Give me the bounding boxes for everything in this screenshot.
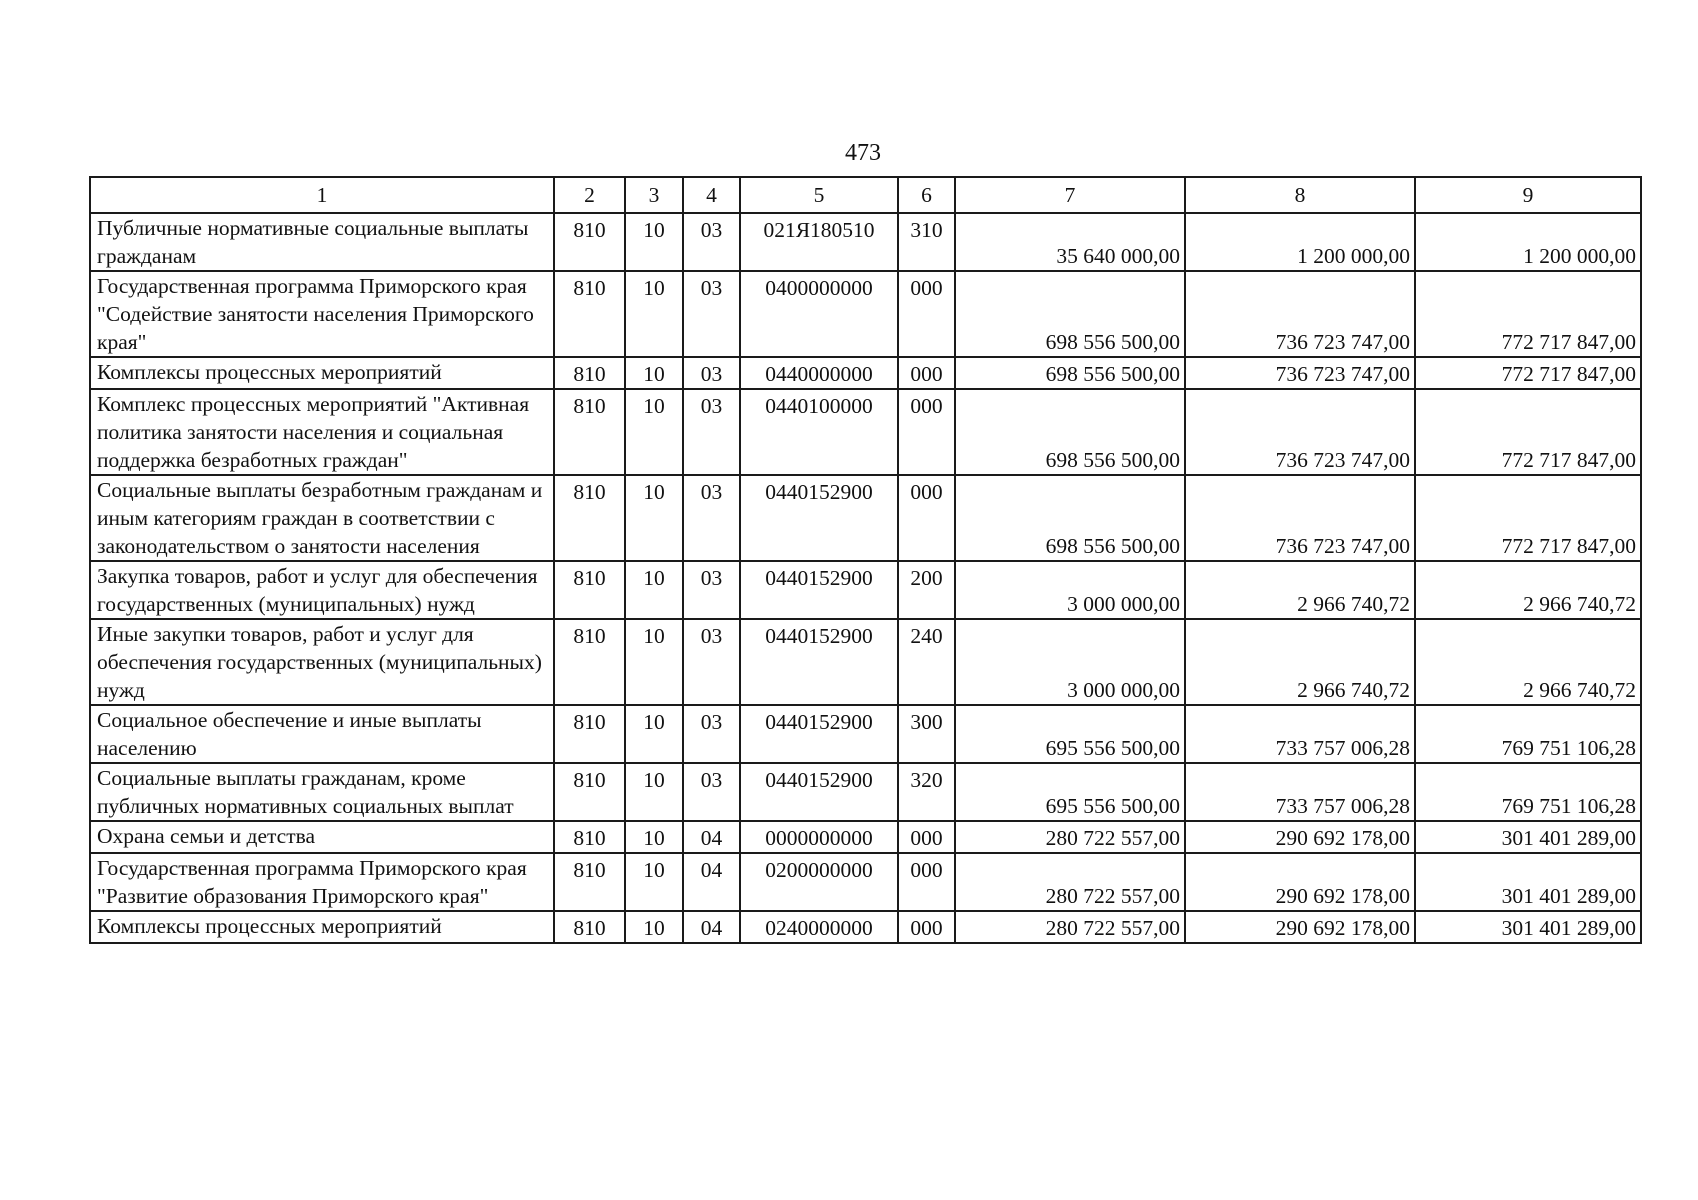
code-subsection: 03	[683, 357, 740, 389]
amount-col-9: 772 717 847,00	[1415, 475, 1641, 561]
amount-col-9: 301 401 289,00	[1415, 911, 1641, 943]
column-header: 6	[898, 177, 955, 213]
code-target-article: 0000000000	[740, 821, 898, 853]
code-target-article: 0240000000	[740, 911, 898, 943]
code-expense-type: 320	[898, 763, 955, 821]
column-header: 5	[740, 177, 898, 213]
code-ministry: 810	[554, 357, 625, 389]
code-ministry: 810	[554, 561, 625, 619]
amount-col-9: 301 401 289,00	[1415, 853, 1641, 911]
code-section: 10	[625, 705, 683, 763]
code-expense-type: 000	[898, 389, 955, 475]
code-section: 10	[625, 619, 683, 705]
code-ministry: 810	[554, 763, 625, 821]
budget-table	[89, 176, 1642, 944]
column-header: 8	[1185, 177, 1415, 213]
row-description: Государственная программа Приморского края "Развитие образования Приморского края"	[90, 853, 554, 911]
row-description: Комплекс процессных мероприятий "Активная политика занятости населения и социальная поддержка безработных граждан"	[90, 389, 554, 475]
code-ministry: 810	[554, 821, 625, 853]
code-section: 10	[625, 911, 683, 943]
column-header: 7	[955, 177, 1185, 213]
amount-col-7: 698 556 500,00	[955, 475, 1185, 561]
code-expense-type: 000	[898, 911, 955, 943]
amount-col-7: 698 556 500,00	[955, 271, 1185, 357]
header-row	[90, 177, 1641, 213]
table-row	[90, 357, 1641, 389]
code-subsection: 04	[683, 821, 740, 853]
code-expense-type: 000	[898, 821, 955, 853]
row-description: Комплексы процессных мероприятий	[90, 357, 554, 389]
amount-col-9: 772 717 847,00	[1415, 389, 1641, 475]
code-expense-type: 240	[898, 619, 955, 705]
code-subsection: 03	[683, 271, 740, 357]
table-row	[90, 271, 1641, 357]
row-description: Комплексы процессных мероприятий	[90, 911, 554, 943]
code-subsection: 03	[683, 561, 740, 619]
amount-col-9: 772 717 847,00	[1415, 271, 1641, 357]
code-ministry: 810	[554, 271, 625, 357]
amount-col-8: 733 757 006,28	[1185, 705, 1415, 763]
code-section: 10	[625, 213, 683, 271]
code-section: 10	[625, 763, 683, 821]
table-row	[90, 213, 1641, 271]
code-section: 10	[625, 389, 683, 475]
table-row	[90, 561, 1641, 619]
code-target-article: 0440000000	[740, 357, 898, 389]
amount-col-8: 736 723 747,00	[1185, 389, 1415, 475]
code-ministry: 810	[554, 853, 625, 911]
amount-col-8: 736 723 747,00	[1185, 357, 1415, 389]
table-row	[90, 475, 1641, 561]
code-subsection: 03	[683, 389, 740, 475]
amount-col-7: 698 556 500,00	[955, 389, 1185, 475]
code-ministry: 810	[554, 911, 625, 943]
row-description: Социальное обеспечение и иные выплаты населению	[90, 705, 554, 763]
code-section: 10	[625, 271, 683, 357]
code-section: 10	[625, 475, 683, 561]
code-target-article: 0440152900	[740, 619, 898, 705]
code-subsection: 03	[683, 213, 740, 271]
amount-col-8: 2 966 740,72	[1185, 619, 1415, 705]
amount-col-8: 290 692 178,00	[1185, 853, 1415, 911]
code-subsection: 03	[683, 619, 740, 705]
code-target-article: 0400000000	[740, 271, 898, 357]
code-target-article: 0440152900	[740, 561, 898, 619]
amount-col-7: 280 722 557,00	[955, 911, 1185, 943]
row-description: Охрана семьи и детства	[90, 821, 554, 853]
page-number: 473	[845, 140, 881, 166]
amount-col-7: 280 722 557,00	[955, 853, 1185, 911]
code-expense-type: 300	[898, 705, 955, 763]
code-target-article: 0440152900	[740, 475, 898, 561]
amount-col-8: 2 966 740,72	[1185, 561, 1415, 619]
row-description: Публичные нормативные социальные выплаты гражданам	[90, 213, 554, 271]
amount-col-8: 290 692 178,00	[1185, 821, 1415, 853]
amount-col-7: 3 000 000,00	[955, 561, 1185, 619]
column-header: 4	[683, 177, 740, 213]
code-expense-type: 200	[898, 561, 955, 619]
amount-col-7: 698 556 500,00	[955, 357, 1185, 389]
column-header: 3	[625, 177, 683, 213]
table-row	[90, 763, 1641, 821]
table-row	[90, 853, 1641, 911]
code-expense-type: 000	[898, 475, 955, 561]
code-target-article: 0440100000	[740, 389, 898, 475]
code-section: 10	[625, 561, 683, 619]
code-target-article: 021Я180510	[740, 213, 898, 271]
amount-col-9: 2 966 740,72	[1415, 619, 1641, 705]
amount-col-8: 736 723 747,00	[1185, 271, 1415, 357]
amount-col-8: 290 692 178,00	[1185, 911, 1415, 943]
amount-col-7: 695 556 500,00	[955, 763, 1185, 821]
amount-col-8: 733 757 006,28	[1185, 763, 1415, 821]
code-expense-type: 000	[898, 357, 955, 389]
code-ministry: 810	[554, 619, 625, 705]
amount-col-9: 1 200 000,00	[1415, 213, 1641, 271]
code-subsection: 03	[683, 763, 740, 821]
table-row	[90, 705, 1641, 763]
amount-col-9: 301 401 289,00	[1415, 821, 1641, 853]
row-description: Социальные выплаты гражданам, кроме публичных нормативных социальных выплат	[90, 763, 554, 821]
code-subsection: 03	[683, 475, 740, 561]
amount-col-9: 772 717 847,00	[1415, 357, 1641, 389]
code-ministry: 810	[554, 705, 625, 763]
table-row	[90, 619, 1641, 705]
code-ministry: 810	[554, 213, 625, 271]
column-header: 1	[90, 177, 554, 213]
code-subsection: 04	[683, 911, 740, 943]
table-row	[90, 821, 1641, 853]
code-ministry: 810	[554, 475, 625, 561]
amount-col-9: 769 751 106,28	[1415, 763, 1641, 821]
code-ministry: 810	[554, 389, 625, 475]
amount-col-7: 280 722 557,00	[955, 821, 1185, 853]
table-row	[90, 389, 1641, 475]
code-target-article: 0440152900	[740, 763, 898, 821]
row-description: Закупка товаров, работ и услуг для обеспечения государственных (муниципальных) нужд	[90, 561, 554, 619]
code-section: 10	[625, 821, 683, 853]
amount-col-8: 736 723 747,00	[1185, 475, 1415, 561]
code-expense-type: 310	[898, 213, 955, 271]
amount-col-7: 695 556 500,00	[955, 705, 1185, 763]
code-target-article: 0440152900	[740, 705, 898, 763]
table-body	[90, 177, 1641, 943]
code-expense-type: 000	[898, 271, 955, 357]
code-target-article: 0200000000	[740, 853, 898, 911]
amount-col-7: 3 000 000,00	[955, 619, 1185, 705]
column-header: 2	[554, 177, 625, 213]
column-header: 9	[1415, 177, 1641, 213]
code-subsection: 04	[683, 853, 740, 911]
table-row	[90, 911, 1641, 943]
code-section: 10	[625, 357, 683, 389]
amount-col-8: 1 200 000,00	[1185, 213, 1415, 271]
amount-col-9: 2 966 740,72	[1415, 561, 1641, 619]
amount-col-7: 35 640 000,00	[955, 213, 1185, 271]
row-description: Иные закупки товаров, работ и услуг для обеспечения государственных (муниципальных) нужд	[90, 619, 554, 705]
row-description: Государственная программа Приморского края "Содействие занятости населения Приморского края"	[90, 271, 554, 357]
code-subsection: 03	[683, 705, 740, 763]
amount-col-9: 769 751 106,28	[1415, 705, 1641, 763]
row-description: Социальные выплаты безработным гражданам и иным категориям граждан в соответствии с законодательством о занятости населения	[90, 475, 554, 561]
code-expense-type: 000	[898, 853, 955, 911]
code-section: 10	[625, 853, 683, 911]
